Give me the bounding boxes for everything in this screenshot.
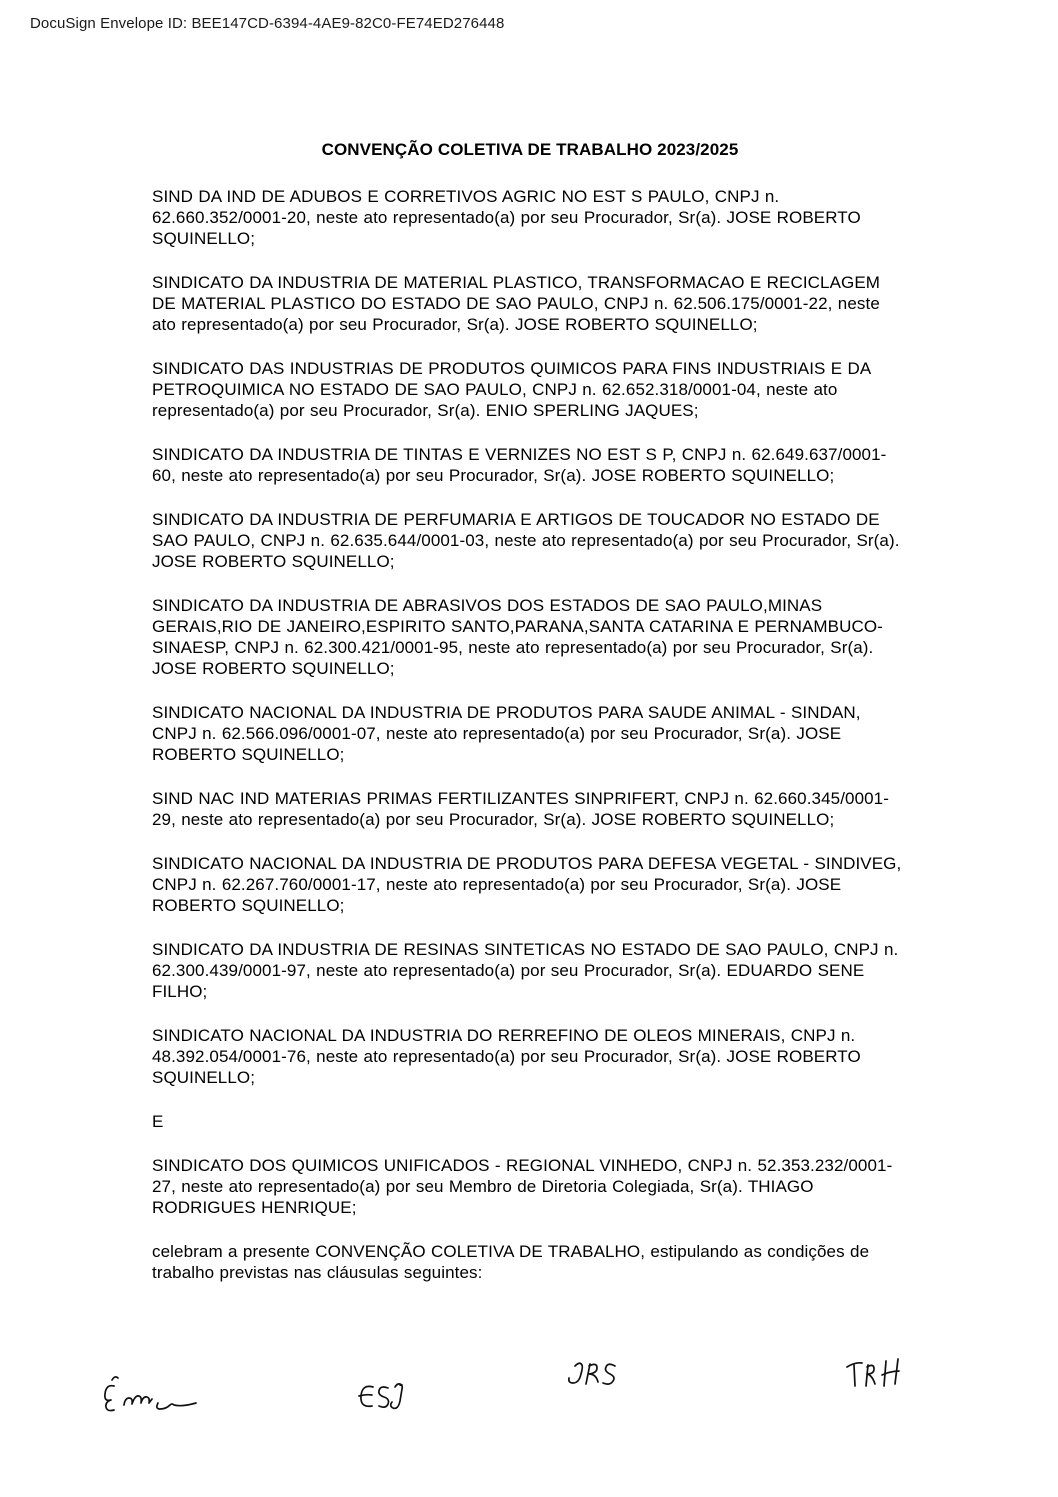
party-paragraph: SINDICATO NACIONAL DA INDUSTRIA DE PRODUTOS PARA SAUDE ANIMAL - SINDAN, CNPJ n. 62.566.096/0001-07, neste ato representado(a) por seu Procurador, Sr(a). JOSE ROBERTO SQUINELLO; <box>152 703 861 764</box>
party-paragraph: SINDICATO DOS QUIMICOS UNIFICADOS - REGIONAL VINHEDO, CNPJ n. 52.353.232/0001-27, neste ato representado(a) por seu Membro de Diretoria Colegiada, Sr(a). THIAGO RODRIGUES HENRIQUE; <box>152 1156 893 1217</box>
signature-scribble-icon <box>100 1370 200 1418</box>
party-paragraph: SINDICATO NACIONAL DA INDUSTRIA DO RERREFINO DE OLEOS MINERAIS, CNPJ n. 48.392.054/0001-76, neste ato representado(a) por seu Procurador, Sr(a). JOSE ROBERTO SQUINELLO; <box>152 1026 861 1087</box>
party-paragraph: SINDICATO DA INDUSTRIA DE RESINAS SINTETICAS NO ESTADO DE SAO PAULO, CNPJ n. 62.300.439/0001-97, neste ato representado(a) por seu Procurador, Sr(a). EDUARDO SENE FILHO; <box>152 940 899 1001</box>
party-paragraph: SINDICATO DA INDUSTRIA DE MATERIAL PLASTICO, TRANSFORMACAO E RECICLAGEM DE MATERIAL PLASTICO DO ESTADO DE SAO PAULO, CNPJ n. 62.506.175/0001-22, neste ato representado(a) por seu Procurador, Sr(a). JOSE ROBERTO SQUINELLO; <box>152 273 881 334</box>
party-paragraph: SINDICATO DA INDUSTRIA DE TINTAS E VERNIZES NO EST S P, CNPJ n. 62.649.637/0001-60, neste ato representado(a) por seu Procurador, Sr(a). JOSE ROBERTO SQUINELLO; <box>152 445 887 485</box>
party-paragraph: SINDICATO DA INDUSTRIA DE ABRASIVOS DOS ESTADOS DE SAO PAULO,MINAS GERAIS,RIO DE JANEIRO,ESPIRITO SANTO,PARANA,SANTA CATARINA E PERNAMBUCO-SINAESP, CNPJ n. 62.300.421/0001-95, neste ato representado(a) por seu Procurador, Sr(a). JOSE ROBERTO SQUINELLO; <box>152 596 883 678</box>
initials-esj <box>357 1378 409 1418</box>
party-paragraph: SINDICATO DAS INDUSTRIAS DE PRODUTOS QUIMICOS PARA FINS INDUSTRIAIS E DA PETROQUIMICA NO ESTADO DE SAO PAULO, CNPJ n. 62.652.318/0001-04, neste ato representado(a) por seu Procurador, Sr(a). ENIO SPERLING JAQUES; <box>152 359 871 420</box>
closing-paragraph: celebram a presente CONVENÇÃO COLETIVA DE TRABALHO, estipulando as condições de trabalho previstas nas cláusulas seguintes: <box>152 1242 870 1282</box>
document-title: CONVENÇÃO COLETIVA DE TRABALHO 2023/2025 <box>321 140 739 159</box>
initials-trh-icon <box>845 1354 902 1394</box>
initials-jrs-icon <box>563 1358 620 1392</box>
handwritten-signature <box>100 1370 200 1418</box>
party-paragraph: SIND DA IND DE ADUBOS E CORRETIVOS AGRIC NO EST S PAULO, CNPJ n. 62.660.352/0001-20, neste ato representado(a) por seu Procurador, Sr(a). JOSE ROBERTO SQUINELLO; <box>152 187 861 248</box>
initials-esj-icon <box>357 1378 409 1418</box>
party-paragraph: SIND NAC IND MATERIAS PRIMAS FERTILIZANTES SINPRIFERT, CNPJ n. 62.660.345/0001-29, neste ato representado(a) por seu Procurador, Sr(a). JOSE ROBERTO SQUINELLO; <box>152 789 889 829</box>
document-body <box>152 139 908 1306</box>
initials-trh <box>845 1354 902 1394</box>
party-paragraph: SINDICATO DA INDUSTRIA DE PERFUMARIA E ARTIGOS DE TOUCADOR NO ESTADO DE SAO PAULO, CNPJ n. 62.635.644/0001-03, neste ato representado(a) por seu Procurador, Sr(a). JOSE ROBERTO SQUINELLO; <box>152 510 900 571</box>
docusign-envelope-id: DocuSign Envelope ID: BEE147CD-6394-4AE9-82C0-FE74ED276448 <box>30 15 505 32</box>
conjunction-e: E <box>152 1112 164 1131</box>
initials-jrs <box>563 1358 620 1392</box>
party-paragraph: SINDICATO NACIONAL DA INDUSTRIA DE PRODUTOS PARA DEFESA VEGETAL - SINDIVEG, CNPJ n. 62.267.760/0001-17, neste ato representado(a) por seu Procurador, Sr(a). JOSE ROBERTO SQUINELLO; <box>152 854 902 915</box>
